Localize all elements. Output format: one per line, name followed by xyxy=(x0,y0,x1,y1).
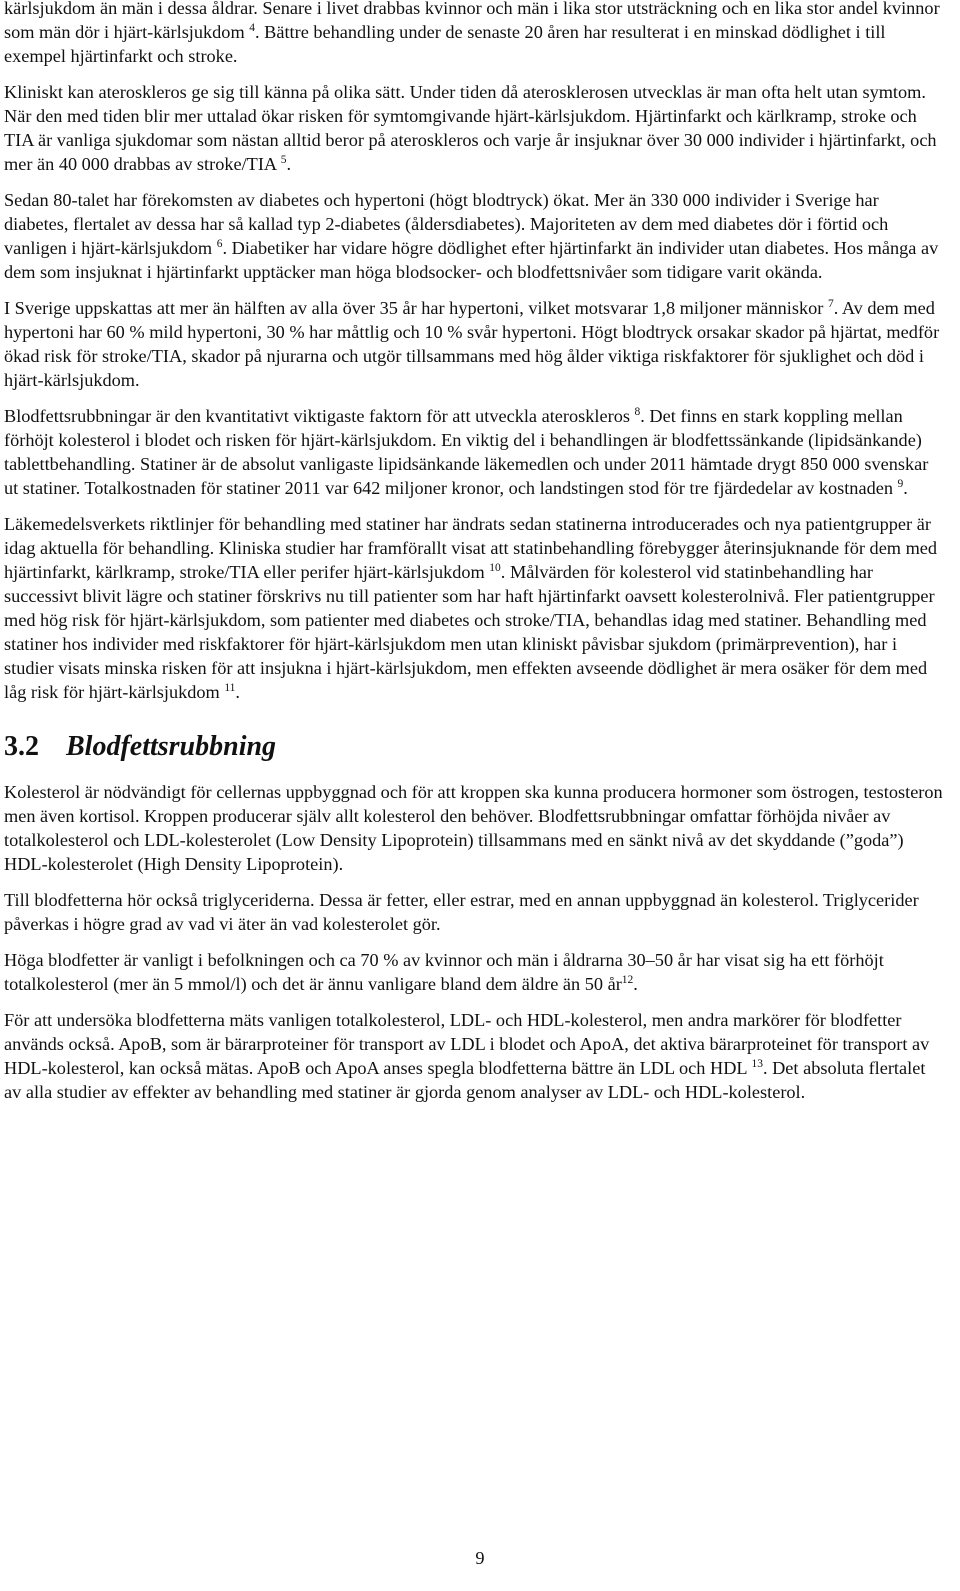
section-title: Blodfettsrubbning xyxy=(66,731,277,762)
paragraph-text: . xyxy=(286,154,292,174)
paragraph-text: . Målvärden för kolesterol vid statinbehandling har successivt blivit lägre och statiner förskrivs nu till patienter som har haft hjärtinfarkt oavsett kolesterolnivå. Fler patientgrupper med hög risk för hjärt-kärlsjukdom, som patienter med diabetes och stroke/TIA, behandlas idag med statiner. Behandling med statiner hos individer med riskfaktorer för hjärt-kärlsjukdom men utan kliniskt påvisbar sjukdom (primärprevention), har i studier visats minska risken för att insjukna i hjärt-kärlsjukdom, men effekten avseende dödlighet är mera osäker för dem med låg risk för hjärt-kärlsjukdom xyxy=(4,562,935,702)
paragraph-text: . xyxy=(633,974,638,994)
paragraph-text: . xyxy=(903,478,908,498)
footnote-reference: 7 xyxy=(827,298,834,310)
footnote-reference: 4 xyxy=(249,22,255,34)
paragraph-text: . Bättre behandling under de senaste 20 åren har resulterat i en minskad dödlighet i till exempel hjärtinfarkt och stroke. xyxy=(4,22,886,66)
paragraph-text: I Sverige uppskattas att mer än hälften av alla över 35 år har hypertoni, vilket motsvarar 1,8 miljoner människor xyxy=(4,298,828,318)
paragraph-text: Blodfettsrubbningar är den kvantitativt viktigaste faktorn för att utveckla ateroskleros xyxy=(4,406,635,426)
section-number: 3.2 xyxy=(4,731,39,762)
paragraph-text: . xyxy=(235,682,240,702)
paragraph-text: . Det finns en stark koppling mellan förhöjt kolesterol i blodet och risken för hjärt-kärlsjukdom. En viktig del i behandlingen är blodfettssänkande (lipidsänkande) tablettbehandling. Statiner är de absolut vanligaste lipidsänkande läkemedlen och under 2011 hämtade drygt 850 000 svenskar ut statiner. Totalkostnaden för statiner 2011 var 642 miljoner kronor, och landstingen stod för tre fjärdedelar av kostnaden xyxy=(4,406,929,498)
paragraph-text: . Av dem med hypertoni har 60 % mild hypertoni, 30 % har måttlig och 10 % svår hypertoni. Högt blodtryck orsakar skador på hjärtat, medför ökad risk för stroke/TIA, skador på njurarna och utgör tillsammans med hög ålder viktiga riskfaktorer för sjuklighet och död i hjärt-kärlsjukdom. xyxy=(4,298,940,390)
paragraph xyxy=(4,512,944,704)
body-text-before-section xyxy=(4,0,944,704)
paragraph-text: . Diabetiker har vidare högre dödlighet efter hjärtinfarkt än individer utan diabetes. Hos många av dem som insjuknat i hjärtinfarkt upptäcker man höga blodsocker- och blodfettsnivåer som tidigare varit okända. xyxy=(4,238,939,282)
paragraph xyxy=(4,888,944,936)
footnote-reference: 12 xyxy=(621,974,634,986)
paragraph-text: Till blodfetterna hör också triglyceriderna. Dessa är fetter, eller estrar, med en annan uppbyggnad än kolesterol. Triglycerider påverkas i högre grad av vad vi äter än vad kolesterolet gör. xyxy=(4,890,919,934)
paragraph-text: kärlsjukdom än män i dessa åldrar. Senare i livet drabbas kvinnor och män i lika stor utsträckning och en lika stor andel kvinnor som män dör i hjärt-kärlsjukdom xyxy=(4,0,940,42)
paragraph-text: Kliniskt kan ateroskleros ge sig till känna på olika sätt. Under tiden då aterosklerosen utvecklas är man ofta helt utan symtom. När den med tiden blir mer uttalad ökar risken för symtomgivande hjärt-kärlsjukdom. Hjärtinfarkt och kärlkramp, stroke och TIA är vanliga sjukdomar som nästan alltid beror på ateroskleros och varje år insjuknar över 30 000 individer i hjärtinfarkt, och mer än 40 000 drabbas av stroke/TIA xyxy=(4,82,937,174)
paragraph-text: Sedan 80-talet har förekomsten av diabetes och hypertoni (högt blodtryck) ökat. Mer än 330 000 individer i Sverige har diabetes, flertalet av dessa har så kallad typ 2-diabetes (åldersdiabetes). Majoriteten av dem med diabetes dör i förtid och vanligen i hjärt-kärlsjukdom xyxy=(4,190,889,258)
paragraph xyxy=(4,296,944,392)
page-number: 9 xyxy=(475,1548,485,1568)
paragraph-text: . Det absoluta flertalet av alla studier av effekter av behandling med statiner är gjorda genom analyser av LDL- och HDL-kolesterol. xyxy=(4,1058,926,1102)
footnote-reference: 5 xyxy=(280,154,287,166)
footnote-reference: 6 xyxy=(216,238,223,250)
paragraph xyxy=(4,780,944,876)
paragraph xyxy=(4,1008,944,1104)
paragraph-text: För att undersöka blodfetterna mäts vanligen totalkolesterol, LDL- och HDL-kolesterol, men andra markörer för blodfetter används också. ApoB, som är bärarproteiner för transport av LDL i blodet och ApoA, det aktiva bärarproteinet för transport av HDL-kolesterol, kan också mätas. ApoB och ApoA anses spegla blodfetterna bättre än LDL och HDL xyxy=(4,1010,930,1078)
paragraph xyxy=(4,188,944,284)
body-text-after-section xyxy=(4,780,944,1104)
document-page xyxy=(4,0,944,1116)
footnote-reference: 8 xyxy=(634,406,641,418)
paragraph xyxy=(4,80,944,176)
paragraph-text: Läkemedelsverkets riktlinjer för behandling med statiner har ändrats sedan statinerna introducerades och nya patientgrupper är idag aktuella för behandling. Kliniska studier har framförallt visat att statinbehandling förebygger återinsjuknande för dem med hjärtinfarkt, kärlkramp, stroke/TIA eller perifer hjärt-kärlsjukdom xyxy=(4,514,938,582)
footnote-reference: 9 xyxy=(897,478,904,490)
paragraph xyxy=(4,0,944,68)
paragraph xyxy=(4,404,944,500)
section-heading xyxy=(4,730,944,764)
paragraph-text: Kolesterol är nödvändigt för cellernas uppbyggnad och för att kroppen ska kunna producera hormoner som östrogen, testosteron men även kortisol. Kroppen producerar själv allt kolesterol den behöver. Blodfettsrubbningar omfattar förhöjda nivåer av totalkolesterol och LDL-kolesterolet (Low Density Lipoprotein) tillsammans med en sänkt nivå av det skyddande (”goda”) HDL-kolesterolet (High Density Lipoprotein). xyxy=(4,782,943,874)
footnote-reference: 13 xyxy=(751,1058,763,1070)
paragraph xyxy=(4,948,944,996)
footnote-reference: 10 xyxy=(489,562,501,574)
footnote-reference: 11 xyxy=(224,682,236,694)
paragraph-text: Höga blodfetter är vanligt i befolkningen och ca 70 % av kvinnor och män i åldrarna 30–50 år har visat sig ha ett förhöjt totalkolesterol (mer än 5 mmol/l) och det är ännu vanligare bland dem äldre än 50 år xyxy=(4,950,884,994)
